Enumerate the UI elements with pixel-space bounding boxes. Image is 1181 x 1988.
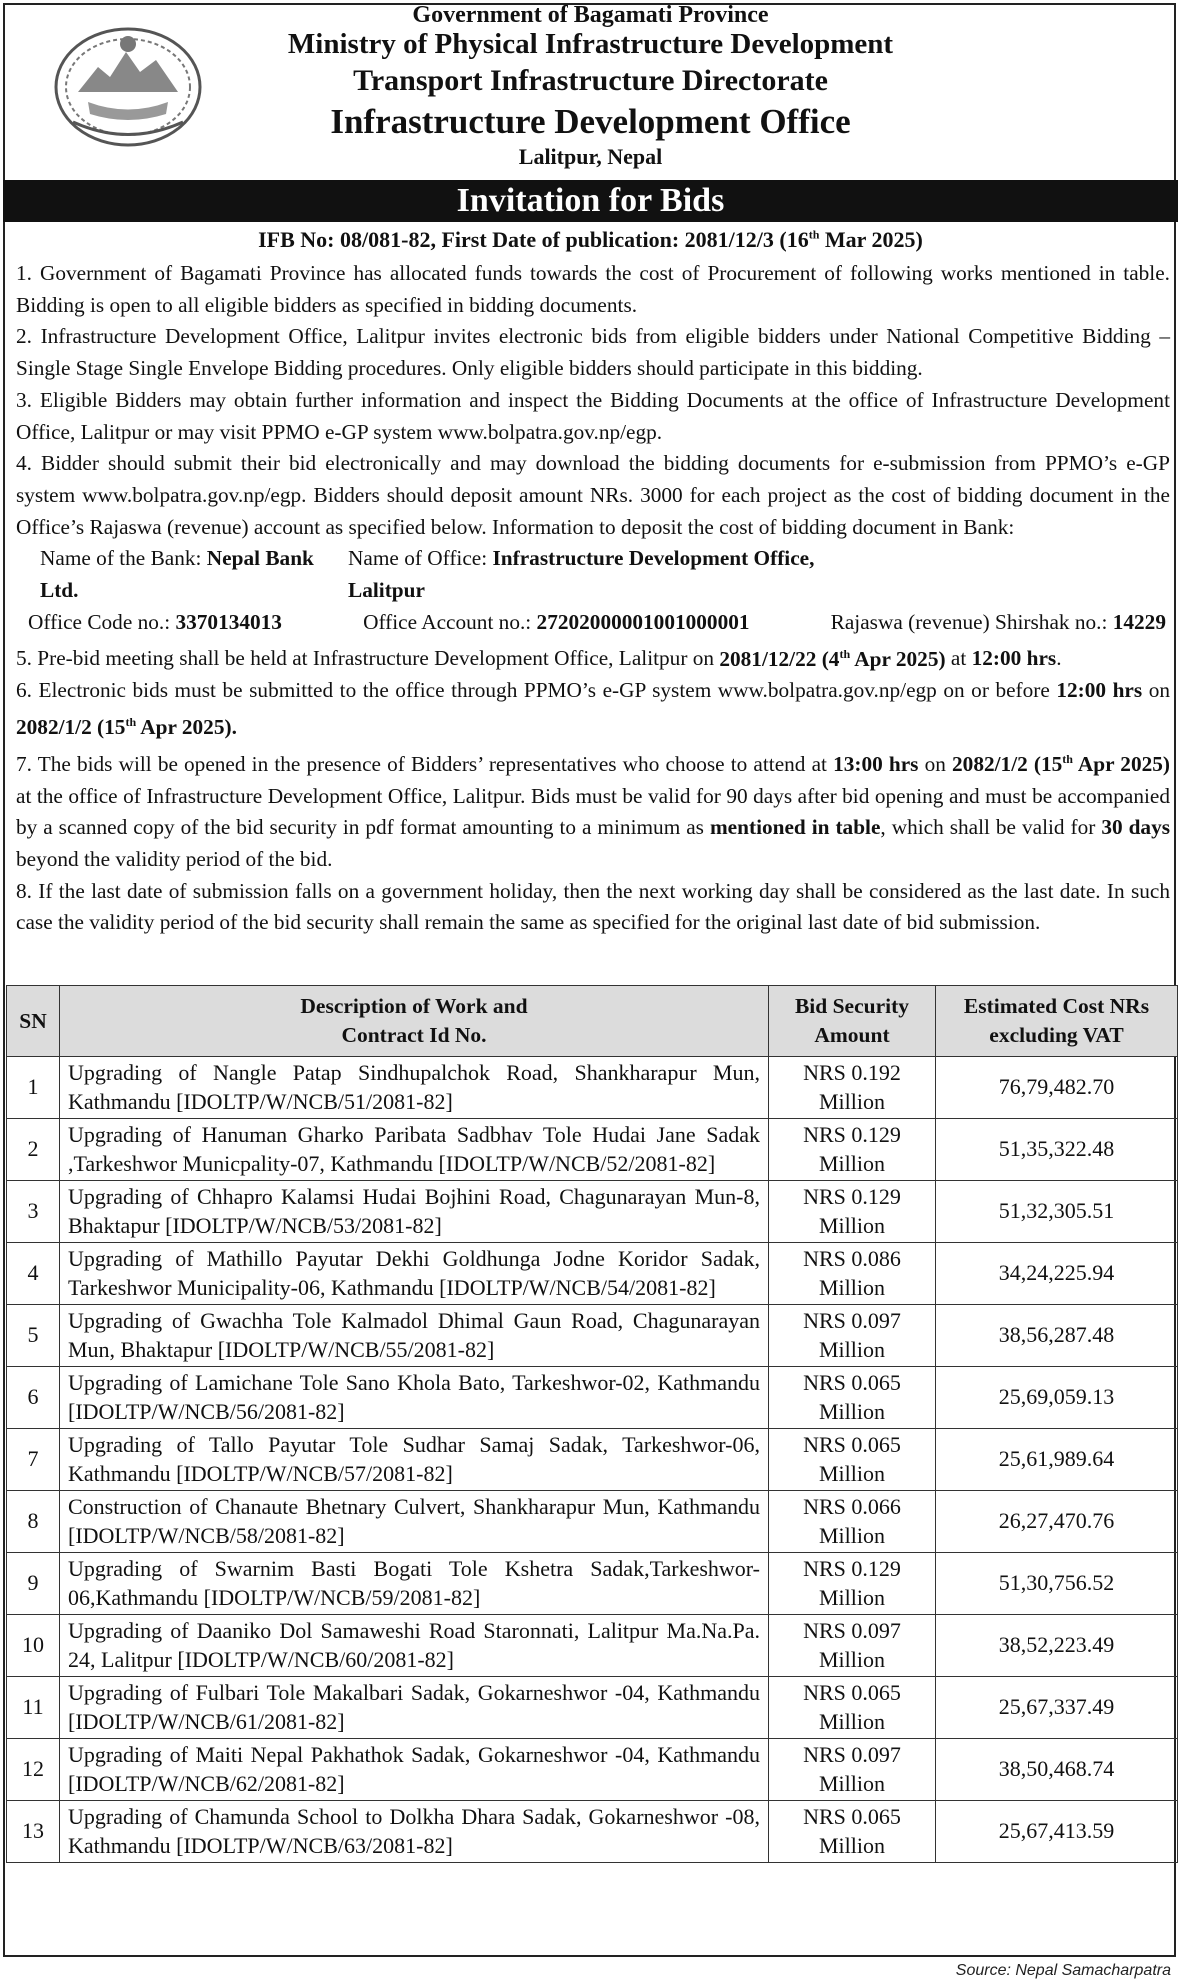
row-description: Upgrading of Nangle Patap Sindhupalchok Road, Shankharapur Mun, Kathmandu [IDOLTP/W/NCB/51/2081-82] — [60, 1057, 769, 1119]
paragraph-1: 1. Government of Bagamati Province has allocated funds towards the cost of Procurement of following works mentioned in table. Bidding is open to all eligible bidders as specified in bidding documents. — [16, 261, 1170, 317]
row-bid-security — [769, 1491, 936, 1553]
paragraph-6 — [16, 675, 1170, 744]
p5-end: . — [1056, 646, 1062, 671]
row-estimated-cost: 38,56,287.48 — [936, 1305, 1178, 1367]
table-row — [7, 1739, 1178, 1801]
p7-sup: th — [1062, 751, 1073, 766]
row-sec-amount: NRS 0.192 — [803, 1060, 901, 1085]
p7-text: 7. The bids will be opened in the presence of Bidders’ representatives who choose to attend at — [16, 751, 834, 776]
header-ministry: Ministry of Physical Infrastructure Development — [287, 28, 894, 60]
table-row — [7, 1615, 1178, 1677]
office-name — [348, 543, 880, 606]
row-sec-amount: NRS 0.086 — [803, 1246, 901, 1271]
table-row — [7, 1057, 1178, 1119]
row-estimated-cost: 51,30,756.52 — [936, 1553, 1178, 1615]
row-bid-security — [769, 1243, 936, 1305]
table-row — [7, 1181, 1178, 1243]
ifb-text-end: Mar 2025) — [819, 227, 923, 252]
row-sn: 2 — [7, 1119, 60, 1181]
row-sec-amount: NRS 0.065 — [803, 1804, 901, 1829]
works-table — [6, 985, 1178, 1863]
row-sec-unit: Million — [818, 1646, 885, 1672]
bank-name-label: Name of the Bank: — [40, 546, 207, 571]
p7-date — [952, 752, 1170, 776]
row-sn: 12 — [7, 1739, 60, 1801]
row-description: Upgrading of Hanuman Gharko Paribata Sadbhav Tole Hudai Jane Sadak ,Tarkeshwor Municpality-07, Kathmandu [IDOLTP/W/NCB/52/2081-82] — [60, 1119, 769, 1181]
row-description: Upgrading of Chhapro Kalamsi Hudai Bojhini Road, Chagunarayan Mun-8, Bhaktapur [IDOLTP/W/NCB/53/2081-82] — [60, 1181, 769, 1243]
row-estimated-cost: 25,61,989.64 — [936, 1429, 1178, 1491]
p7-on: on — [918, 751, 953, 776]
ifb-text: IFB No: 08/081-82, First Date of publication: 2081/12/3 (16 — [258, 227, 809, 252]
p6-date-a: 2082/1/2 (15 — [16, 715, 126, 740]
office-name-value: Infrastructure Development Office, Lalitpur — [348, 546, 815, 603]
header-desc-line1: Description of Work and — [300, 994, 528, 1018]
paragraph-5 — [16, 638, 1170, 675]
row-sec-amount: NRS 0.065 — [803, 1680, 901, 1705]
row-bid-security — [769, 1677, 936, 1739]
shirshak — [831, 607, 1166, 639]
row-sn: 4 — [7, 1243, 60, 1305]
p7-mentioned: mentioned in table — [709, 815, 881, 840]
p5-text: 5. Pre-bid meeting shall be held at Infrastructure Development Office, Lalitpur on — [16, 646, 720, 671]
row-estimated-cost: 25,69,059.13 — [936, 1367, 1178, 1429]
header-government: Government of Bagamati Province — [412, 2, 769, 28]
p6-time: 12:00 hrs — [1056, 678, 1143, 703]
shirshak-value: 14229 — [1112, 609, 1166, 634]
row-estimated-cost: 51,32,305.51 — [936, 1181, 1178, 1243]
row-sec-unit: Million — [818, 1460, 885, 1486]
paragraph-2: 2. Infrastructure Development Office, Lalitpur invites electronic bids from eligible bidders under National Competitive Bidding – Single Stage Single Envelope Bidding procedures. Only eligible bidders should participate in this bidding. — [16, 324, 1170, 381]
row-bid-security — [769, 1739, 936, 1801]
row-bid-security — [769, 1119, 936, 1181]
table-header-row — [7, 986, 1178, 1057]
header-description — [60, 986, 769, 1057]
row-bid-security — [769, 1305, 936, 1367]
source-credit: Source: Nepal Samacharpatra — [955, 1962, 1171, 1979]
ifb-number — [0, 227, 1181, 253]
office-account — [363, 607, 749, 639]
table-row — [7, 1243, 1178, 1305]
p7-text-4: beyond the validity period of the bid. — [16, 846, 333, 871]
row-estimated-cost: 25,67,337.49 — [936, 1677, 1178, 1739]
row-sec-unit: Million — [818, 1708, 885, 1734]
paragraph-7 — [16, 744, 1170, 876]
header-cost-line2: excluding VAT — [989, 1023, 1124, 1047]
ifb-sup: th — [808, 227, 820, 242]
row-sec-unit: Million — [818, 1212, 885, 1238]
row-sec-amount: NRS 0.129 — [803, 1556, 901, 1581]
notice-header — [0, 0, 1181, 176]
row-estimated-cost: 76,79,482.70 — [936, 1057, 1178, 1119]
row-bid-security — [769, 1801, 936, 1863]
row-estimated-cost: 38,50,468.74 — [936, 1739, 1178, 1801]
p5-at: at — [945, 646, 972, 671]
row-sec-amount: NRS 0.066 — [803, 1494, 901, 1519]
row-estimated-cost: 26,27,470.76 — [936, 1491, 1178, 1553]
row-sec-amount: NRS 0.065 — [803, 1370, 901, 1395]
row-sn: 5 — [7, 1305, 60, 1367]
paragraph-4: 4. Bidder should submit their bid electronically and may download the bidding documents for e-submission from PPMO’s e-GP system www.bolpatra.gov.np/egp. Bidders should deposit amount NRs. 3000 for each project as the cost of bidding document in the Office’s Rajaswa (revenue) account as specified below. Information to deposit the cost of bidding document in Bank: — [16, 451, 1170, 539]
row-bid-security — [769, 1181, 936, 1243]
p5-date-a: 2081/12/22 (4 — [719, 646, 840, 671]
row-description: Upgrading of Chamunda School to Dolkha Dhara Sadak, Gokarneshwor -08, Kathmandu [IDOLTP/W/NCB/63/2081-82] — [60, 1801, 769, 1863]
row-estimated-cost: 25,67,413.59 — [936, 1801, 1178, 1863]
table-row — [7, 1119, 1178, 1181]
row-sn: 1 — [7, 1057, 60, 1119]
header-sn: SN — [7, 986, 60, 1057]
row-sec-amount: NRS 0.129 — [803, 1184, 901, 1209]
row-sec-amount: NRS 0.065 — [803, 1432, 901, 1457]
row-sec-amount: NRS 0.097 — [803, 1742, 901, 1767]
row-description: Upgrading of Swarnim Basti Bogati Tole Kshetra Sadak,Tarkeshwor-06,Kathmandu [IDOLTP/W/NCB/59/2081-82] — [60, 1553, 769, 1615]
table-row — [7, 1801, 1178, 1863]
office-account-label: Office Account no.: — [363, 609, 537, 634]
bank-name-value: Nepal Bank Ltd. — [40, 546, 314, 603]
p7-text-2: at the office of Infrastructure Development Office, Lalitpur. Bids must be valid for 90 days after bid opening and must be accompanied by a scanned copy of the bid security in pdf format amounting to a minimum as — [16, 783, 1170, 840]
header-location: Lalitpur, Nepal — [518, 144, 663, 169]
table-row — [7, 1429, 1178, 1491]
row-description: Upgrading of Daaniko Dol Samaweshi Road Staronnati, Lalitpur Ma.Na.Pa. 24, Lalitpur [IDOLTP/W/NCB/60/2081-82] — [60, 1615, 769, 1677]
row-sn: 10 — [7, 1615, 60, 1677]
row-bid-security — [769, 1615, 936, 1677]
p6-date-b: Apr 2025). — [136, 715, 237, 740]
p7-time: 13:00 hrs — [833, 751, 919, 776]
row-sec-unit: Million — [818, 1832, 885, 1858]
shirshak-label: Rajaswa (revenue) Shirshak no.: — [830, 609, 1113, 634]
p5-date — [719, 647, 945, 671]
p5-time: 12:00 hrs — [971, 646, 1057, 671]
table-row — [7, 1553, 1178, 1615]
notice-body — [16, 258, 1170, 939]
p7-days: 30 days — [1101, 815, 1171, 840]
row-description: Upgrading of Gwachha Tole Kalmadol Dhimal Gaun Road, Chagunarayan Mun, Bhaktapur [IDOLTP/W/NCB/55/2081-82] — [60, 1305, 769, 1367]
row-sec-amount: NRS 0.097 — [803, 1308, 901, 1333]
row-bid-security — [769, 1553, 936, 1615]
row-sn: 13 — [7, 1801, 60, 1863]
p6-text: 6. Electronic bids must be submitted to the office through PPMO’s e-GP system www.bolpatra.gov.np/egp on or before — [16, 678, 1057, 703]
row-description: Upgrading of Tallo Payutar Tole Sudhar Samaj Sadak, Tarkeshwor-06, Kathmandu [IDOLTP/W/NCB/57/2081-82] — [60, 1429, 769, 1491]
row-description: Upgrading of Lamichane Tole Sano Khola Bato, Tarkeshwor-02, Kathmandu [IDOLTP/W/NCB/56/2081-82] — [60, 1367, 769, 1429]
header-office: Infrastructure Development Office — [330, 102, 851, 141]
office-code — [28, 607, 282, 639]
row-description: Upgrading of Maiti Nepal Pakhathok Sadak, Gokarneshwor -04, Kathmandu [IDOLTP/W/NCB/62/2081-82] — [60, 1739, 769, 1801]
row-sec-amount: NRS 0.129 — [803, 1122, 901, 1147]
bank-name — [40, 543, 348, 606]
row-bid-security — [769, 1057, 936, 1119]
row-estimated-cost: 34,24,225.94 — [936, 1243, 1178, 1305]
office-code-value: 3370134013 — [175, 609, 282, 634]
p7-text-3: , which shall be valid for — [880, 815, 1102, 840]
row-description: Upgrading of Mathillo Payutar Dekhi Goldhunga Jodne Koridor Sadak, Tarkeshwor Municipality-06, Kathmandu [IDOLTP/W/NCB/54/2081-82] — [60, 1243, 769, 1305]
bank-details-row-2 — [16, 607, 1170, 639]
row-estimated-cost: 51,35,322.48 — [936, 1119, 1178, 1181]
header-estimated-cost — [936, 986, 1178, 1057]
title-banner: Invitation for Bids — [3, 180, 1178, 222]
row-sec-unit: Million — [818, 1336, 885, 1362]
p7-date-a: 2082/1/2 (15 — [952, 751, 1063, 776]
row-sec-unit: Million — [818, 1150, 885, 1176]
p5-date-b: Apr 2025) — [850, 646, 946, 671]
row-sn: 9 — [7, 1553, 60, 1615]
header-sec-line2: Amount — [814, 1023, 890, 1047]
row-sn: 7 — [7, 1429, 60, 1491]
header-cost-line1: Estimated Cost NRs — [963, 994, 1150, 1018]
table-row — [7, 1367, 1178, 1429]
row-sec-unit: Million — [818, 1522, 885, 1548]
paragraph-8: 8. If the last date of submission falls on a government holiday, then the next working day shall be considered as the last date. In such case the validity period of the bid security shall remain the same as specified for the original last date of bid submission. — [16, 878, 1170, 935]
row-sn: 8 — [7, 1491, 60, 1553]
row-bid-security — [769, 1367, 936, 1429]
table-row — [7, 1491, 1178, 1553]
row-sn: 3 — [7, 1181, 60, 1243]
row-description: Upgrading of Fulbari Tole Makalbari Sadak, Gokarneshwor -04, Kathmandu [IDOLTP/W/NCB/61/2081-82] — [60, 1677, 769, 1739]
p6-sup: th — [125, 714, 137, 729]
header-directorate: Transport Infrastructure Directorate — [353, 64, 828, 97]
row-description: Construction of Chanaute Bhetnary Culvert, Shankharapur Mun, Kathmandu [IDOLTP/W/NCB/58/2081-82] — [60, 1491, 769, 1553]
row-sec-unit: Million — [818, 1274, 885, 1300]
row-bid-security — [769, 1429, 936, 1491]
p5-sup: th — [839, 646, 851, 661]
row-estimated-cost: 38,52,223.49 — [936, 1615, 1178, 1677]
bank-details-row-1 — [16, 543, 890, 606]
office-account-value: 27202000001001000001 — [536, 609, 750, 634]
row-sec-amount: NRS 0.097 — [803, 1618, 901, 1643]
office-name-label: Name of Office: — [348, 546, 493, 571]
header-bid-security — [769, 986, 936, 1057]
p6-date — [16, 715, 237, 739]
row-sec-unit: Million — [818, 1770, 885, 1796]
row-sn: 6 — [7, 1367, 60, 1429]
row-sec-unit: Million — [818, 1398, 885, 1424]
p7-date-b: Apr 2025) — [1072, 751, 1170, 776]
row-sec-unit: Million — [818, 1088, 885, 1114]
table-row — [7, 1677, 1178, 1739]
office-code-label: Office Code no.: — [28, 609, 176, 634]
header-sec-line1: Bid Security — [794, 994, 910, 1018]
row-sn: 11 — [7, 1677, 60, 1739]
table-row — [7, 1305, 1178, 1367]
p6-on: on — [1142, 678, 1170, 703]
row-sec-unit: Million — [818, 1584, 885, 1610]
paragraph-3: 3. Eligible Bidders may obtain further information and inspect the Bidding Documents at the office of Infrastructure Development Office, Lalitpur or may visit PPMO e-GP system www.bolpatra.gov.np/egp. — [16, 387, 1170, 444]
header-desc-line2: Contract Id No. — [341, 1023, 487, 1047]
